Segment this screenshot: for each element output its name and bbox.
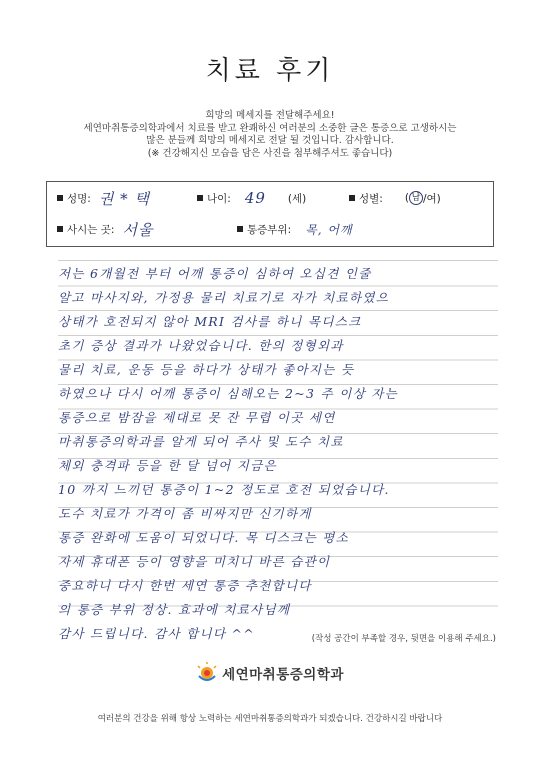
intro-line: 세연마취통증의학과에서 치료를 받고 완쾌하신 여러분의 소중한 글은 통증으로 고생하시는 <box>83 122 457 134</box>
pain-area-field <box>237 217 353 241</box>
letter-line: 물리 치료, 운동 등을 하다가 상태가 좋아지는 듯 <box>58 362 355 377</box>
footer-text: 여러분의 건강을 위해 항상 노력하는 세연마취통증의학과가 되겠습니다. 건강하시길 바랍니다 <box>97 714 443 724</box>
square-bullet-icon <box>57 195 63 201</box>
letter-line: 통증 완화에 도움이 되었니다. 목 디스크는 평소 <box>58 530 350 545</box>
gender-label: 성별: <box>359 192 383 205</box>
intro-line: (※ 건강해지신 모습을 담은 사진을 첨부해주셔도 좋습니다) <box>147 147 393 159</box>
residence-value: 서울 <box>122 220 154 239</box>
name-value: 권 * 택 <box>98 189 150 208</box>
gender-field <box>349 186 441 210</box>
letter-line: 의 통증 부위 정상. 효과에 치료사님께 <box>58 602 291 617</box>
letter-line: 자세 휴대폰 등이 영향을 미치니 바른 습관이 <box>58 554 331 569</box>
clinic-logo <box>0 662 540 684</box>
letter-line: 상태가 호전되지 않아 MRI 검사를 하니 목디스크 <box>58 314 362 329</box>
square-bullet-icon <box>197 195 203 201</box>
letter-line: 통증으로 밤잠을 제대로 못 잔 무렵 이곳 세연 <box>58 410 336 425</box>
intro-line: 많은 분들께 희망의 메세지로 전달 될 것입니다. 감사합니다. <box>146 135 394 146</box>
pain-area-value: 목, 어깨 <box>305 222 353 237</box>
age-value: 49 <box>244 189 266 207</box>
square-bullet-icon <box>57 226 63 232</box>
age-unit: (세) <box>287 192 307 205</box>
residence-label: 사시는 곳: <box>67 223 115 236</box>
pain-area-label: 통증부위: <box>247 223 292 236</box>
info-row <box>47 186 493 210</box>
name-field <box>57 186 150 210</box>
square-bullet-icon <box>237 226 243 232</box>
letter-line: 초기 증상 결과가 나왔었습니다. 한의 정형외과 <box>58 338 344 353</box>
intro-text <box>20 110 520 160</box>
name-label: 성명: <box>67 192 91 205</box>
space-note: (작성 공간이 부족할 경우, 뒷면을 이용해 주세요.) <box>311 634 496 644</box>
letter-line: 도수 치료가 가격이 좀 비싸지만 신기하게 <box>58 506 312 521</box>
gender-male-circled: 남 <box>409 191 423 205</box>
age-field <box>197 186 306 210</box>
age-label: 나이: <box>207 192 231 205</box>
letter-line: 저는 6개월전 부터 어깨 통증이 심하여 오십견 인줄 <box>58 266 372 281</box>
letter-line: 10 까지 느끼던 통증이 1~2 정도로 호전 되었습니다. <box>58 482 390 497</box>
clinic-name: 세연마취통증의학과 <box>222 667 344 683</box>
letter-line: 마취통증의학과를 알게 되어 주사 및 도수 치료 <box>58 434 344 449</box>
info-row <box>47 217 493 241</box>
square-bullet-icon <box>349 195 355 201</box>
letter-line: 하였으나 다시 어깨 통증이 심해오는 2~3 주 이상 자는 <box>58 386 398 401</box>
letter-line: 알고 마사지와, 가정용 물리 치료기로 자가 치료하였으 <box>58 290 390 305</box>
page-title: 치료 후기 <box>205 56 335 86</box>
letter-line: 중요하니 다시 한번 세연 통증 추천합니다 <box>58 578 312 593</box>
intro-line: 희망의 메세지를 전달해주세요! <box>205 110 335 121</box>
gender-paren: ( <box>404 192 409 204</box>
patient-info-box <box>46 181 494 247</box>
residence-field <box>57 217 153 241</box>
letter-line: 체외 충격파 등을 한 달 넘어 지금은 <box>58 458 277 473</box>
letter-line: 감사 드립니다. 감사 합니다 ^^ <box>58 626 256 641</box>
sun-logo-icon <box>196 662 218 684</box>
gender-female: /여) <box>422 192 441 205</box>
